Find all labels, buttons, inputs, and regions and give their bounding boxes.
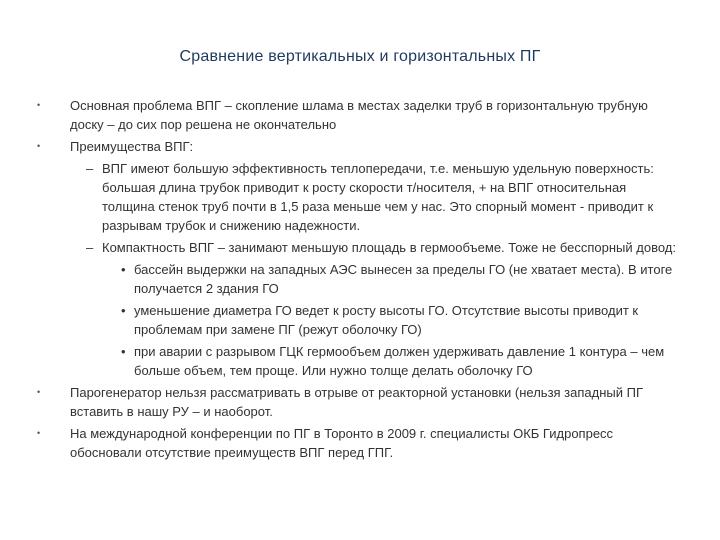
dash-marker: –: [86, 161, 94, 176]
detail-item-text: при аварии с разрывом ГЦК гермообъем должен удерживать давление 1 контура – чем больше объем, тем проще. Или нужно толще делать оболочку ГО: [134, 344, 665, 378]
sub-item-text: Компактность ВПГ – занимают меньшую площадь в гермообъеме. Тоже не бесспорный довод:: [102, 240, 676, 255]
bullet-item-reactor-context: [0, 383, 660, 421]
detail-item-text: бассейн выдержки на западных АЭС вынесен за пределы ГО (не хватает места). В итоге получается 2 здания ГО: [134, 262, 673, 296]
dash-marker: –: [86, 240, 94, 255]
bullet-item-main-problem: [0, 96, 660, 134]
bullet-marker: •: [121, 303, 126, 318]
bullet-item-advantages: [0, 137, 660, 156]
bullet-list: [0, 96, 720, 465]
sub-item-compactness: [0, 238, 682, 257]
bullet-marker: •: [37, 141, 41, 151]
bullet-text: На международной конференции по ПГ в Торонто в 2009 г. специалисты ОКБ Гидропресс обосновали отсутствие преимуществ ВПГ перед ГПГ.: [70, 426, 614, 460]
detail-item-spent-fuel-pool: [0, 260, 686, 298]
bullet-text: Основная проблема ВПГ – скопление шлама в местах заделки труб в горизонтальную трубную доску – до сих пор решена не окончательно: [70, 98, 648, 132]
detail-item-containment-diameter: [0, 301, 686, 339]
slide-title: Сравнение вертикальных и горизонтальных ПГ: [179, 48, 541, 65]
bullet-marker: •: [121, 262, 126, 277]
sub-item-heat-transfer: [0, 159, 682, 235]
detail-item-text: уменьшение диаметра ГО ведет к росту высоты ГО. Отсутствие высоты приводит к проблемам при замене ПГ (режут оболочку ГО): [134, 303, 639, 337]
bullet-text: Преимущества ВПГ:: [70, 139, 194, 154]
bullet-item-toronto-conference: [0, 424, 660, 462]
bullet-marker: •: [37, 387, 41, 397]
detail-item-loca-pressure: [0, 342, 686, 380]
bullet-text: Парогенератор нельзя рассматривать в отрыве от реакторной установки (нельзя западный ПГ вставить в нашу РУ – и наоборот.: [70, 385, 644, 419]
bullet-marker: •: [37, 100, 41, 110]
bullet-marker: •: [121, 344, 126, 359]
bullet-marker: •: [37, 428, 41, 438]
sub-item-text: ВПГ имеют большую эффективность теплопередачи, т.е. меньшую удельную поверхность: большая длина трубок приводит к росту скорости т/носителя, + на ВПГ относительная толщина стенок труб почти в 1,5 раза меньше чем у нас. Это спорный момент - приводит к разрывам трубок и снижению надежности.: [102, 161, 654, 233]
